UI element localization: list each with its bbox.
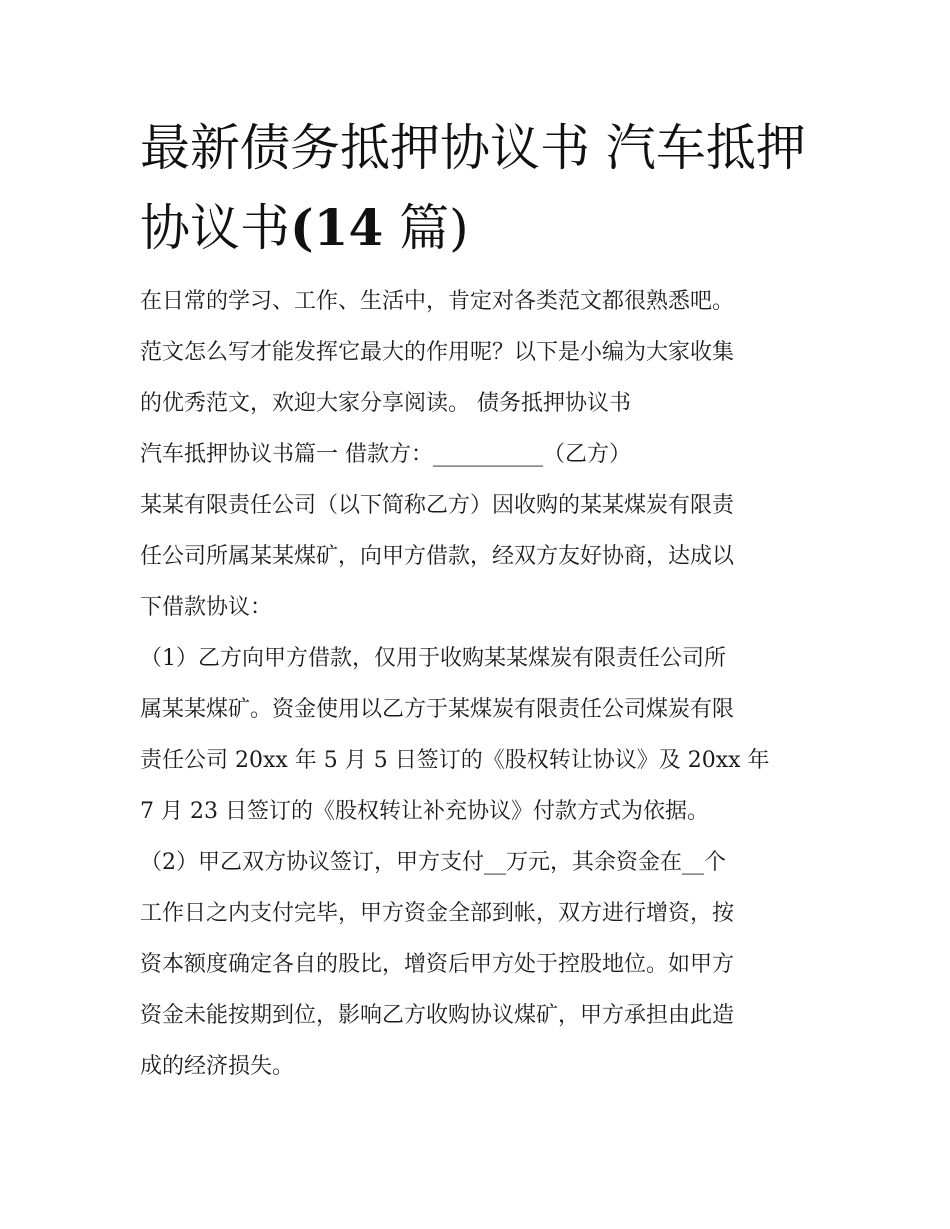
body-line: 的优秀范文，欢迎大家分享阅读。 债务抵押协议书 <box>140 391 631 416</box>
title-line-1: 最新债务抵押协议书 汽车抵押 <box>140 119 806 177</box>
body-line: 7 月 23 日签订的《股权转让补充协议》付款方式为依据。 <box>140 799 709 824</box>
body-line: 成的经济损失。 <box>140 1054 295 1079</box>
body-line: 资金未能按期到位，影响乙方收购协议煤矿，甲方承担由此造 <box>140 1003 735 1028</box>
title-line-2-suffix: 篇) <box>383 199 469 257</box>
document-body <box>140 276 830 1092</box>
body-line: 任公司所属某某煤矿，向甲方借款，经双方友好协商，达成以 <box>140 544 735 569</box>
title-line-2-count: (14 <box>290 198 384 257</box>
body-line: 属某某煤矿。资金使用以乙方于某煤炭有限责任公司煤炭有限 <box>140 697 735 722</box>
body-line: 下借款协议： <box>140 595 273 620</box>
body-line: （1）乙方向甲方借款，仅用于收购某某煤炭有限责任公司所 <box>140 646 726 671</box>
body-line: （2）甲乙双方协议签订，甲方支付__万元，其余资金在__个 <box>140 850 726 875</box>
body-line: 某某有限责任公司（以下简称乙方）因收购的某某煤炭有限责 <box>140 493 735 518</box>
body-line: 范文怎么写才能发挥它最大的作用呢？以下是小编为大家收集 <box>140 340 735 365</box>
body-line: 资本额度确定各自的股比，增资后甲方处于控股地位。如甲方 <box>140 952 735 977</box>
title-line-2 <box>140 188 820 268</box>
body-line: 在日常的学习、工作、生活中，肯定对各类范文都很熟悉吧。 <box>140 289 735 314</box>
title-line-2-prefix: 协议书 <box>140 199 290 257</box>
document-title <box>140 108 820 268</box>
body-line: 工作日之内支付完毕，甲方资金全部到帐，双方进行增资，按 <box>140 901 735 926</box>
body-line: 责任公司 20xx 年 5 月 5 日签订的《股权转让协议》及 20xx 年 <box>140 748 770 773</box>
body-line: 汽车抵押协议书篇一 借款方：__________（乙方） <box>140 442 631 467</box>
